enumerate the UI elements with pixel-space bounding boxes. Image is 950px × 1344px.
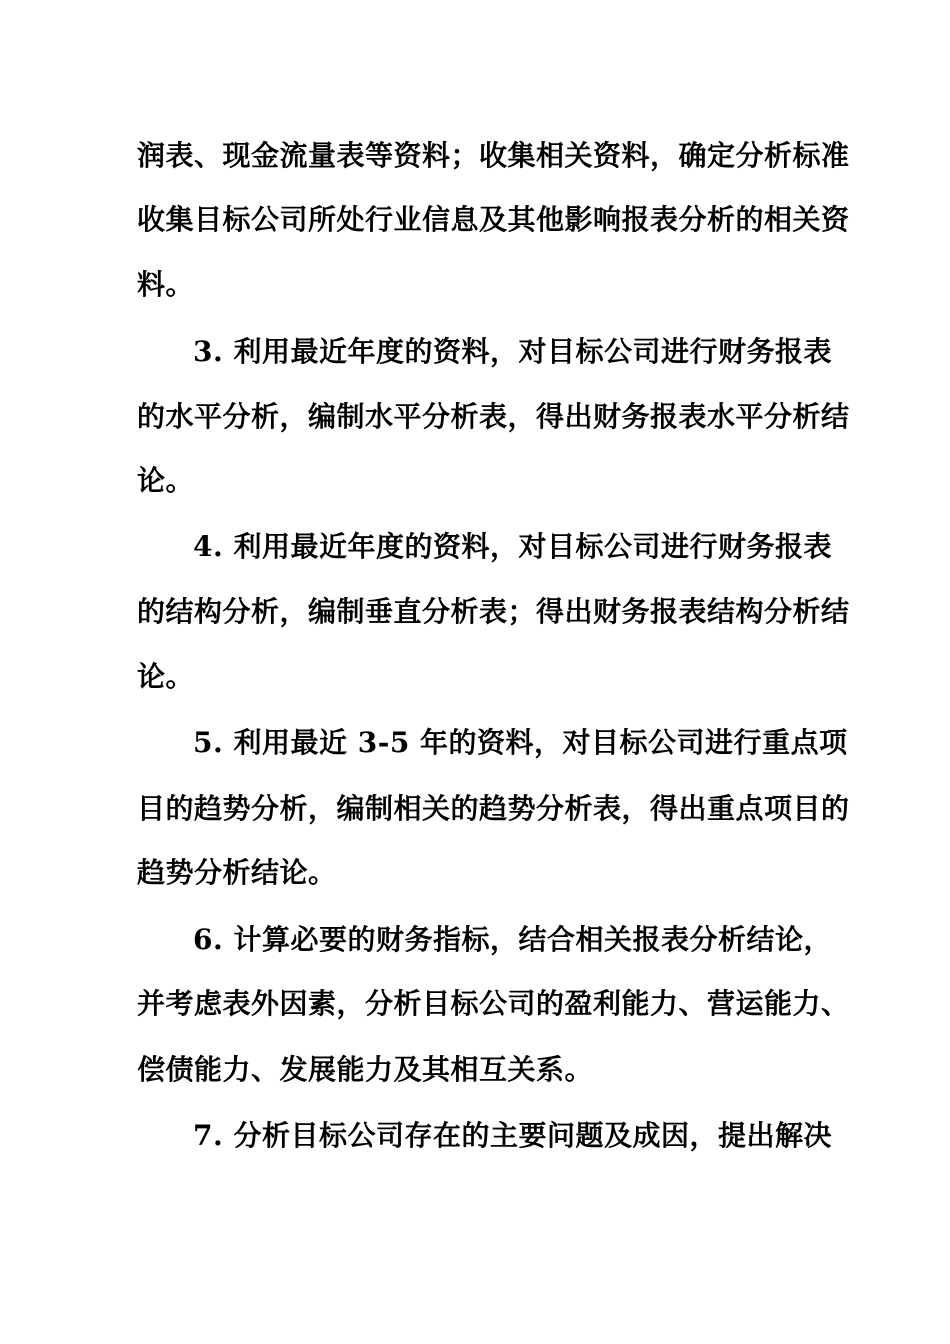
list-item-6-first-line: 6. 计算必要的财务指标，结合相关报表分析结论， — [193, 923, 832, 956]
text-line: 目的趋势分析，编制相关的趋势分析表，得出重点项目的 — [137, 792, 850, 825]
text-line: 料。 — [137, 268, 195, 301]
text-line: 的水平分析，编制水平分析表，得出财务报表水平分析结 — [137, 400, 850, 433]
list-item-7-first-line: 7. 分析目标公司存在的主要问题及成因，提出解决 — [193, 1119, 832, 1152]
text-line: 润表、现金流量表等资料；收集相关资料，确定分析标准 — [137, 139, 850, 172]
list-item-4-first-line: 4. 利用最近年度的资料，对目标公司进行财务报表 — [193, 530, 832, 563]
list-item-3-first-line: 3. 利用最近年度的资料，对目标公司进行财务报表 — [193, 335, 832, 368]
text-line: 趋势分析结论。 — [137, 856, 337, 889]
text-line: 并考虑表外因素，分析目标公司的盈利能力、营运能力、 — [137, 987, 850, 1020]
text-line: 收集目标公司所处行业信息及其他影响报表分析的相关资 — [137, 203, 850, 236]
list-item-5-first-line: 5. 利用最近 3-5 年的资料，对目标公司进行重点项 — [193, 726, 848, 759]
text-line: 的结构分析，编制垂直分析表；得出财务报表结构分析结 — [137, 595, 850, 628]
text-line: 论。 — [137, 660, 195, 693]
text-line: 论。 — [137, 464, 195, 497]
text-line: 偿债能力、发展能力及其相互关系。 — [137, 1053, 594, 1086]
